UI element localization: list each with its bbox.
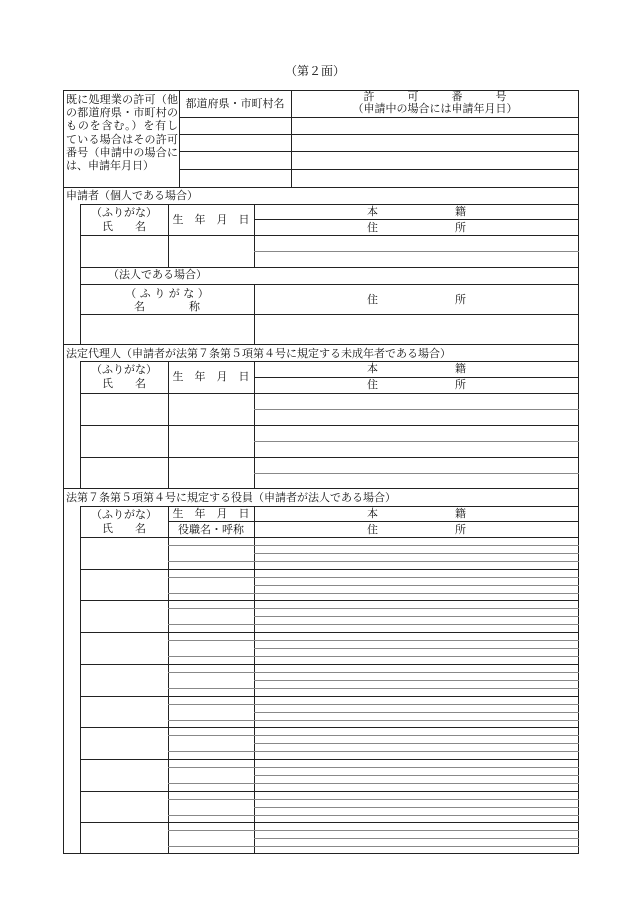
form-line xyxy=(168,640,579,641)
section-title-legal-representative: 法定代理人（申請者が法第７条第５項第４号に規定する未成年者である場合） xyxy=(66,347,451,360)
section-title-applicant-corporate: （法人である場合） xyxy=(108,268,207,281)
form-line xyxy=(80,791,579,792)
form-line xyxy=(80,822,579,823)
label-honseki: 本 籍 xyxy=(367,362,466,375)
divider xyxy=(80,457,579,458)
form-line xyxy=(254,680,579,681)
form-line xyxy=(254,553,579,554)
form-line xyxy=(80,759,579,760)
label-address: 住 所 xyxy=(367,378,466,391)
label-name: 氏 名 xyxy=(102,377,146,390)
page-number: （第２面） xyxy=(284,64,345,78)
form-line xyxy=(168,735,579,736)
form-line xyxy=(168,846,579,847)
form-line xyxy=(168,545,579,546)
form-line xyxy=(168,577,579,578)
form-line xyxy=(168,767,579,768)
label-corporate-name: 名 称 xyxy=(134,300,200,313)
divider xyxy=(80,284,579,285)
form-line xyxy=(80,727,579,728)
label-birth-date: 生 年 月 日 xyxy=(172,507,250,520)
form-line xyxy=(254,807,579,808)
label-birth-date: 生 年 月 日 xyxy=(172,370,250,383)
label-address: 住 所 xyxy=(367,523,466,536)
form-line xyxy=(254,743,579,744)
header-permit-number: 許 可 番 号 xyxy=(363,90,507,103)
form-line xyxy=(168,815,579,816)
divider xyxy=(63,488,579,489)
label-corporate-kana: （ ふ り が な ） xyxy=(125,287,209,300)
form-line xyxy=(168,783,579,784)
form-line xyxy=(254,585,579,586)
label-position: 役職名・呼称 xyxy=(178,523,244,536)
form-line xyxy=(168,656,579,657)
label-name: 氏 名 xyxy=(102,220,146,233)
divider xyxy=(80,235,579,236)
form-line xyxy=(168,624,579,625)
existing-permit-row-header: 既に処理業の許可（他の都道府県・市町村のものを含む。）を有している場合はその許可番号（申請中の場合には、申請年月日） xyxy=(66,93,178,173)
form-line xyxy=(168,799,579,800)
header-prefecture-municipality: 都道府県・市町村名 xyxy=(185,97,285,110)
divider xyxy=(179,117,579,118)
divider xyxy=(254,251,579,252)
form-line xyxy=(254,648,579,649)
form-line xyxy=(80,696,579,697)
section-title-applicant-individual: 申請者（個人である場合） xyxy=(66,189,198,202)
form-line xyxy=(80,664,579,665)
label-kana: （ふりがな） xyxy=(91,206,157,219)
label-address: 住 所 xyxy=(367,221,466,234)
label-name: 氏 名 xyxy=(102,522,146,535)
form-line xyxy=(168,593,579,594)
form-line xyxy=(254,775,579,776)
form-line xyxy=(80,600,579,601)
form-line xyxy=(254,838,579,839)
label-corporate-address: 住 所 xyxy=(367,293,466,306)
divider xyxy=(179,169,579,170)
form-line xyxy=(168,672,579,673)
divider xyxy=(179,151,579,152)
divider xyxy=(80,393,579,394)
label-honseki: 本 籍 xyxy=(367,507,466,520)
divider xyxy=(179,134,579,135)
label-birth-date: 生 年 月 日 xyxy=(172,213,250,226)
form-line xyxy=(168,720,579,721)
form-line xyxy=(80,632,579,633)
divider xyxy=(168,521,579,522)
divider xyxy=(80,506,81,854)
divider xyxy=(254,219,579,220)
label-kana: （ふりがな） xyxy=(91,363,157,376)
label-honseki: 本 籍 xyxy=(367,205,466,218)
form-line xyxy=(168,830,579,831)
divider xyxy=(63,187,579,188)
label-kana: （ふりがな） xyxy=(91,508,157,521)
divider xyxy=(80,425,579,426)
form-line xyxy=(168,704,579,705)
divider xyxy=(63,344,579,345)
divider xyxy=(80,314,579,315)
form-line xyxy=(168,561,579,562)
form-line xyxy=(254,712,579,713)
divider xyxy=(254,409,579,410)
form-line xyxy=(168,688,579,689)
divider xyxy=(168,506,169,854)
form-line xyxy=(168,751,579,752)
form-line xyxy=(168,608,579,609)
section-title-officers: 法第７条第５項第４号に規定する役員（申請者が法人である場合） xyxy=(66,491,396,504)
divider xyxy=(254,473,579,474)
divider xyxy=(254,441,579,442)
form-line xyxy=(80,569,579,570)
divider xyxy=(80,537,579,538)
form-line xyxy=(254,616,579,617)
header-permit-number-note: （申請中の場合には申請年月日） xyxy=(352,102,518,115)
